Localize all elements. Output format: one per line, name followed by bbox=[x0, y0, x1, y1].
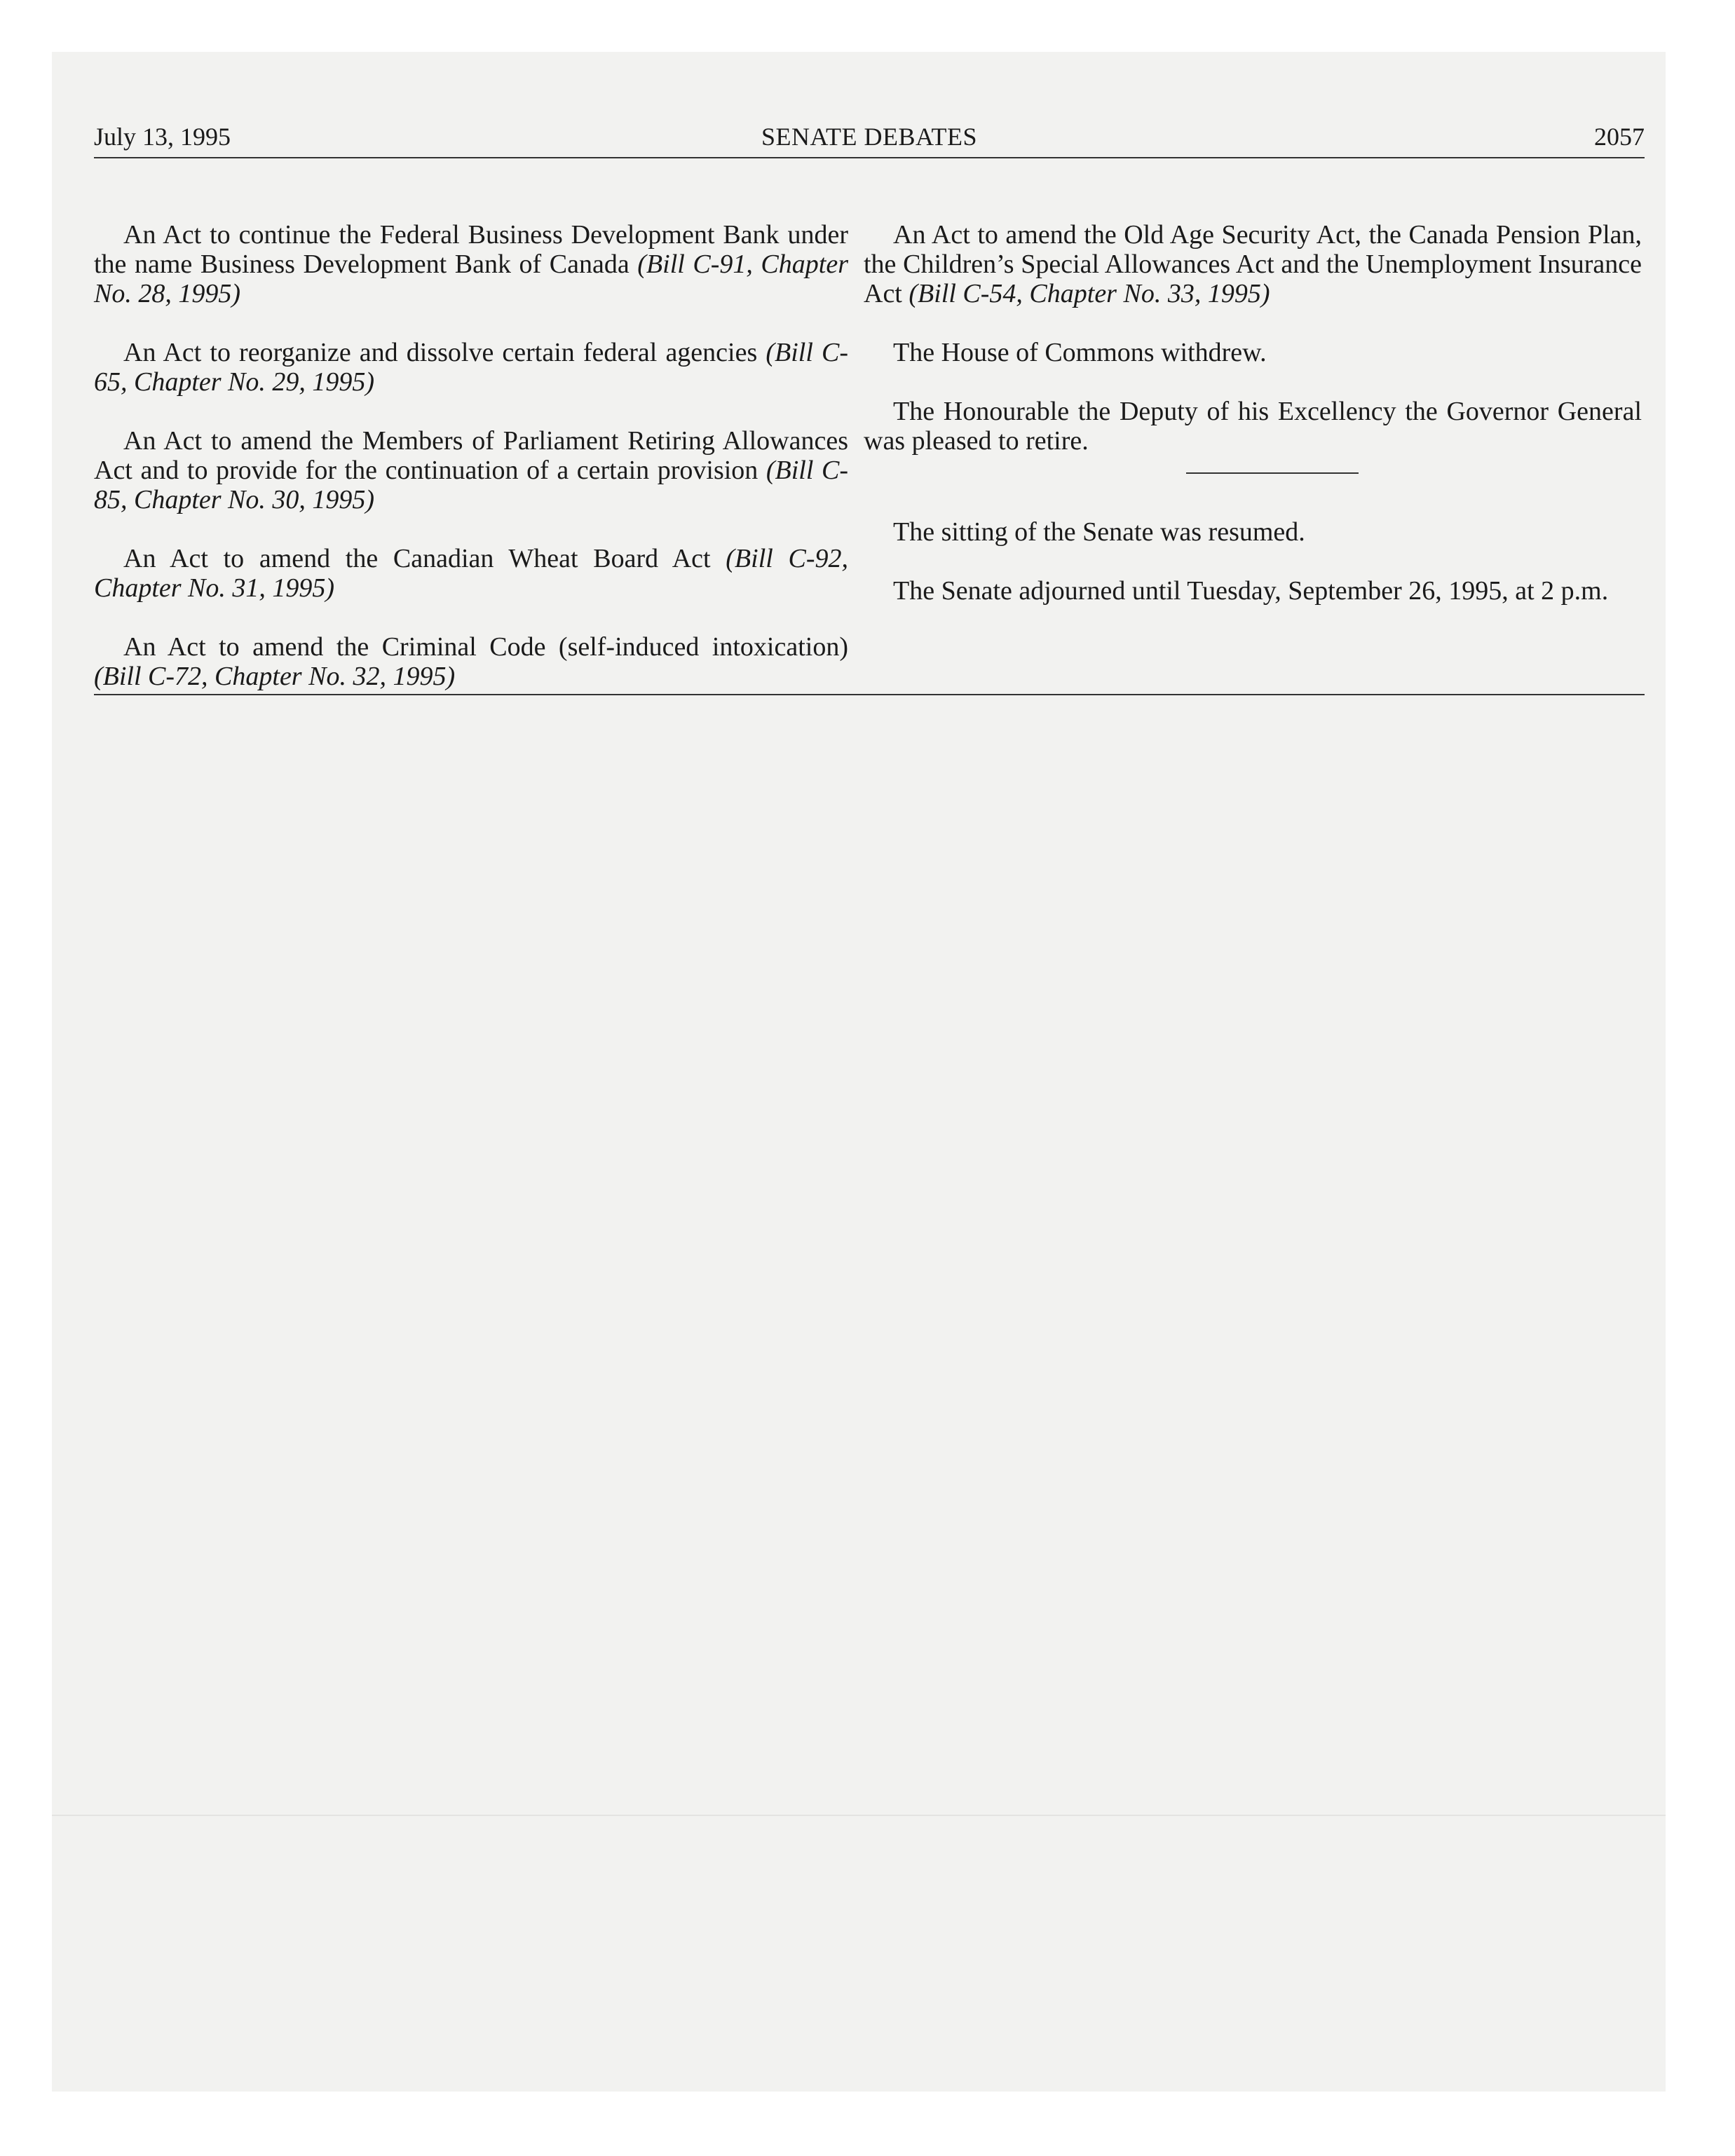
act-citation: (Bill C-72, Chapter No. 32, 1995) bbox=[94, 662, 456, 691]
commons-withdrew-text: The House of Commons withdrew. bbox=[893, 338, 1267, 367]
act-entry bbox=[94, 220, 848, 308]
act-entry bbox=[94, 544, 848, 603]
act-title: An Act to continue the Federal Business Development Bank under the name Business Development Bank of Canada bbox=[94, 220, 848, 279]
act-entry bbox=[94, 632, 848, 691]
header-rule bbox=[94, 157, 1645, 158]
act-citation: (Bill C-92, Chapter No. 31, 1995) bbox=[94, 544, 848, 603]
act-citation: (Bill C-91, Chapter No. 28, 1995) bbox=[94, 250, 848, 308]
adjournment-text: The Senate adjourned until Tuesday, September 26, 1995, at 2 p.m. bbox=[893, 576, 1609, 606]
header-title: SENATE DEBATES bbox=[761, 123, 977, 151]
page-crease bbox=[52, 1815, 1666, 1816]
running-head bbox=[94, 122, 1645, 156]
act-entry bbox=[94, 338, 848, 397]
act-citation: (Bill C-85, Chapter No. 30, 1995) bbox=[94, 456, 848, 514]
act-entry bbox=[864, 220, 1642, 308]
header-date: July 13, 1995 bbox=[94, 123, 231, 151]
sitting-resumed-text: The sitting of the Senate was resumed. bbox=[893, 517, 1305, 547]
act-title: An Act to amend the Members of Parliament Retiring Allowances Act and to provide for the continuation of a certain provision bbox=[94, 426, 848, 485]
act-citation: (Bill C-54, Chapter No. 33, 1995) bbox=[909, 279, 1270, 308]
act-title: An Act to amend the Old Age Security Act, the Canada Pension Plan, the Children’s Special Allowances Act and the Unemployment Insurance Act bbox=[864, 220, 1642, 308]
act-citation: (Bill C-65, Chapter No. 29, 1995) bbox=[94, 338, 848, 397]
footer-rule bbox=[94, 694, 1645, 695]
page-number: 2057 bbox=[1594, 123, 1645, 151]
page-sheet bbox=[52, 52, 1666, 2092]
act-title: An Act to reorganize and dissolve certain federal agencies bbox=[123, 338, 766, 367]
left-column bbox=[94, 220, 848, 721]
deputy-retire-text: The Honourable the Deputy of his Excellency the Governor General was pleased to retire. bbox=[864, 397, 1642, 456]
right-column bbox=[864, 220, 1642, 635]
act-title: An Act to amend the Criminal Code (self-induced intoxication) bbox=[123, 632, 848, 662]
act-title: An Act to amend the Canadian Wheat Board Act bbox=[123, 544, 726, 573]
section-divider bbox=[1186, 472, 1359, 474]
act-entry bbox=[94, 426, 848, 514]
